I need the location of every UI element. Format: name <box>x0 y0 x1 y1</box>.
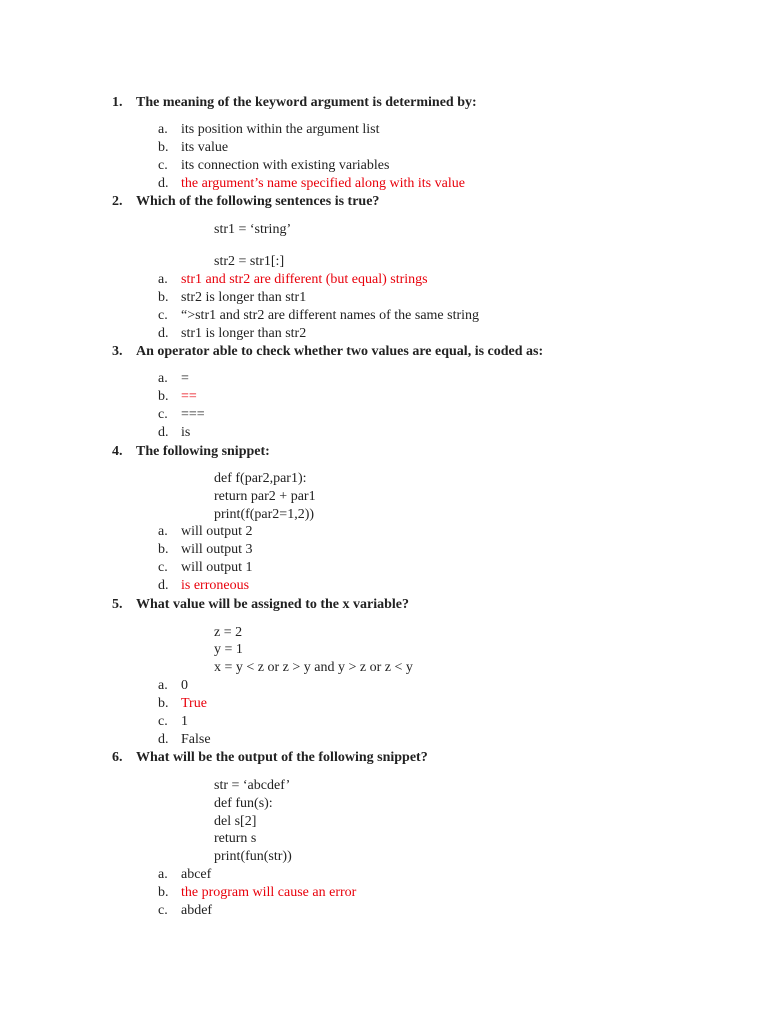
option-3b-correct: b. == <box>158 389 197 404</box>
question-text: Which of the following sentences is true? <box>136 194 380 209</box>
question-number: 5. <box>112 597 123 612</box>
code-line: z = 2 <box>214 625 243 640</box>
question-number: 2. <box>112 194 123 209</box>
question-number: 3. <box>112 344 123 359</box>
option-1b: b. its value <box>158 140 229 155</box>
option-2a-correct: a. str1 and str2 are different (but equal) strings <box>158 272 428 287</box>
code-line: def f(par2,par1): <box>214 471 307 486</box>
option-4a: a. will output 2 <box>158 524 253 539</box>
question-text: The meaning of the keyword argument is determined by: <box>136 95 477 110</box>
option-1a: a. its position within the argument list <box>158 122 380 137</box>
question-number: 6. <box>112 750 123 765</box>
code-line: str2 = str1[:] <box>214 254 285 269</box>
question-text: What value will be assigned to the x variable? <box>136 597 410 612</box>
option-2d: d. str1 is longer than str2 <box>158 326 307 341</box>
question-2 <box>112 193 379 211</box>
option-5a: a. 0 <box>158 678 188 693</box>
option-4d-correct: d. is erroneous <box>158 578 250 593</box>
code-line: print(f(par2=1,2)) <box>214 507 315 522</box>
option-3a: a. = <box>158 371 189 386</box>
option-2b: b. str2 is longer than str1 <box>158 290 307 305</box>
question-number: 1. <box>112 95 123 110</box>
option-2c: c. “>str1 and str2 are different names of the same string <box>158 308 480 323</box>
option-3c: c. === <box>158 407 205 422</box>
question-6 <box>112 749 428 767</box>
question-text: An operator able to check whether two values are equal, is coded as: <box>136 344 544 359</box>
option-6c: c. abdef <box>158 903 213 918</box>
option-5b-correct: b. True <box>158 696 207 711</box>
code-line: del s[2] <box>214 814 257 829</box>
question-text: The following snippet: <box>136 444 270 459</box>
question-number: 4. <box>112 444 123 459</box>
code-line: str = ‘abcdef’ <box>214 778 291 793</box>
code-line: y = 1 <box>214 642 243 657</box>
question-4 <box>112 443 270 461</box>
question-3 <box>112 343 543 361</box>
question-text: What will be the output of the following snippet? <box>136 750 428 765</box>
option-6a: a. abcef <box>158 867 212 882</box>
option-4b: b. will output 3 <box>158 542 253 557</box>
code-line: x = y < z or z > y and y > z or z < y <box>214 660 413 675</box>
option-5c: c. 1 <box>158 714 188 729</box>
option-1c: c. its connection with existing variables <box>158 158 390 173</box>
code-line: str1 = ‘string’ <box>214 222 292 237</box>
option-3d: d. is <box>158 425 191 440</box>
question-1 <box>112 94 477 112</box>
option-5d: d. False <box>158 732 211 747</box>
question-5 <box>112 596 409 614</box>
code-line: print(fun(str)) <box>214 849 292 864</box>
option-1d-correct: d. the argument’s name specified along with its value <box>158 176 465 191</box>
option-4c: c. will output 1 <box>158 560 253 575</box>
option-6b-correct: b. the program will cause an error <box>158 885 357 900</box>
code-line: def fun(s): <box>214 796 273 811</box>
code-line: return s <box>214 831 257 846</box>
code-line: return par2 + par1 <box>214 489 316 504</box>
